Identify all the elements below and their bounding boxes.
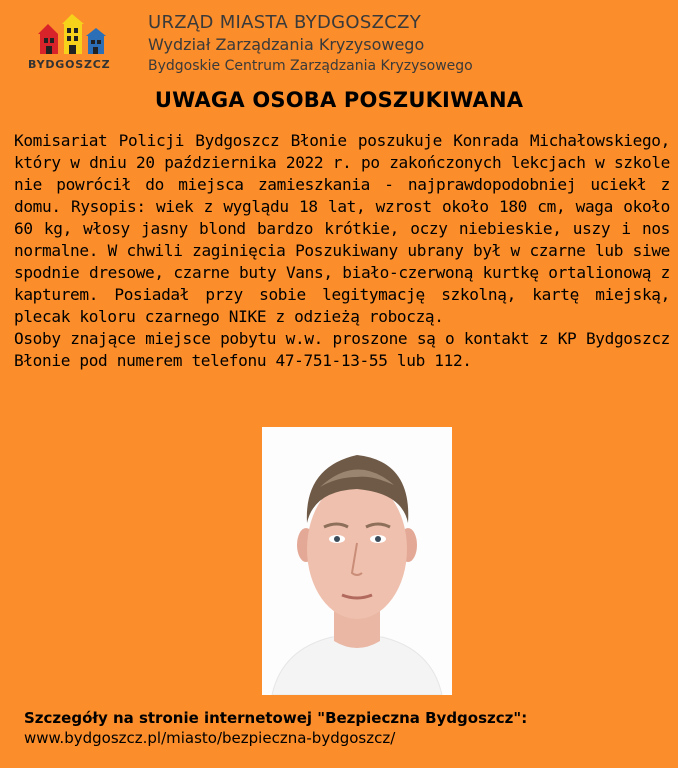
missing-person-photo [262,427,452,695]
organization-block [148,12,473,76]
header [0,0,678,88]
contact-paragraph: Osoby znające miejsce pobytu w.w. proszone są o kontakt z KP Bydgoszcz Błonie pod numerem telefonu 47-751-13-55 lub 112. [14,329,670,370]
footer [24,708,527,748]
city-logo [28,12,130,78]
org-department: Wydział Zarządzania Kryzysowego [148,35,425,54]
description-paragraph: Komisariat Policji Bydgoszcz Błonie poszukuje Konrada Michałowskiego, który w dniu 20 października 2022 r. po zakończonych lekcjach w szkole nie powrócił do miejsca zamieszkania - najprawdopodobniej uciekł z domu. Rysopis: wiek z wyglądu 18 lat, wzrost około 180 cm, waga około 60 kg, włosy jasny blond bardzo krótkie, oczy niebieskie, uszy i nos normalne. W chwili zaginięcia Poszukiwany ubrany był w czarne lub siwe spodnie dresowe, czarne buty Vans, biało-czerwoną kurtkę ortalionową z kapturem. Posiadał przy sobie legitymację szkolną, kartę miejską, plecak koloru czarnego NIKE z odzieżą roboczą. [14,131,670,326]
notice-title: UWAGA OSOBA POSZUKIWANA [154,88,524,112]
details-url[interactable]: www.bydgoszcz.pl/miasto/bezpieczna-bydgoszcz/ [24,729,396,747]
org-name: URZĄD MIASTA BYDGOSZCZY [148,12,422,33]
logo-text: BYDGOSZCZ [28,58,111,71]
org-unit: Bydgoskie Centrum Zarządzania Kryzysowego [148,58,473,74]
details-label: Szczegóły na stronie internetowej "Bezpieczna Bydgoszcz": [24,709,528,727]
notice-body [14,130,670,372]
